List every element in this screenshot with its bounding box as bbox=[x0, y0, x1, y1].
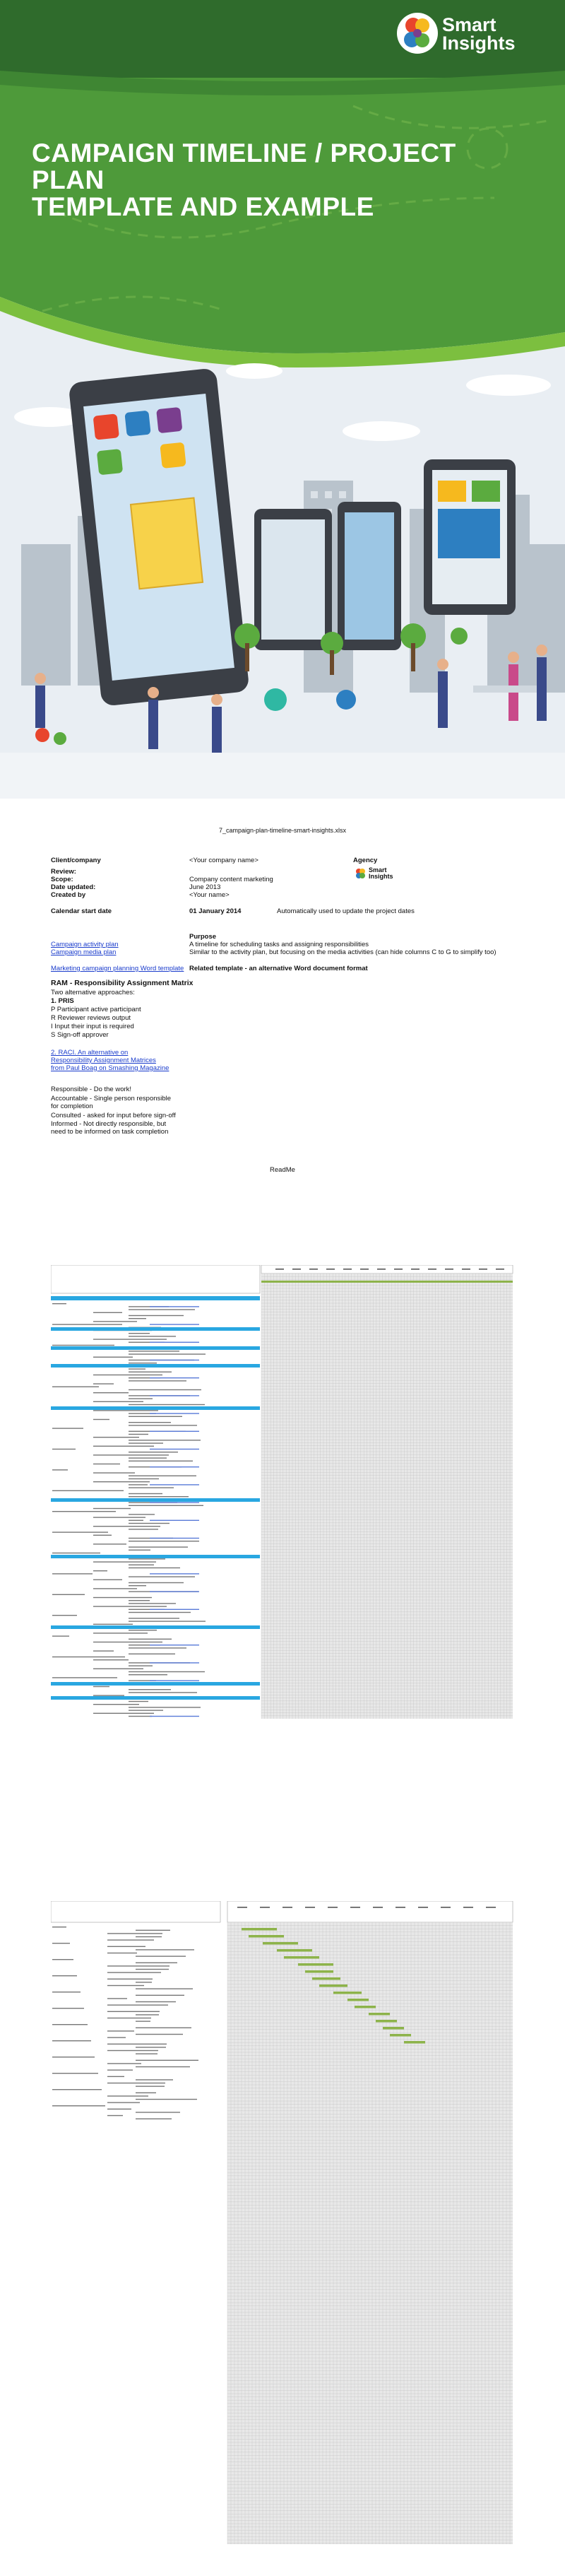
sheet3-text-line bbox=[136, 2099, 197, 2100]
sheet2-text-line bbox=[129, 1582, 184, 1583]
scope-label: Scope: bbox=[51, 876, 73, 883]
sheet3-text-line bbox=[107, 2044, 167, 2045]
sheet3-text-line bbox=[136, 1969, 169, 1970]
sheet2-text-line bbox=[93, 1624, 133, 1625]
sheet2-text-line bbox=[93, 1686, 109, 1687]
sheet2-text-line bbox=[93, 1446, 154, 1447]
activity-plan-grid bbox=[51, 1265, 514, 1943]
sheet3-text-line bbox=[107, 1979, 153, 1980]
sheet2-text-line bbox=[93, 1704, 139, 1705]
sheet3-text-line bbox=[136, 2066, 190, 2067]
sheet3-text-line bbox=[136, 1936, 162, 1937]
sheet2-link-line bbox=[150, 1680, 199, 1681]
readme-sheet bbox=[0, 820, 565, 1216]
campaign-activity-plan-link[interactable]: Campaign activity plan bbox=[51, 941, 119, 948]
sheet2-section-band bbox=[51, 1296, 260, 1300]
sheet3-text-line bbox=[52, 2040, 91, 2041]
sheet2-link-line bbox=[150, 1573, 199, 1574]
ram-pris: 1. PRIS bbox=[51, 997, 74, 1005]
sheet2-text-line bbox=[129, 1603, 176, 1604]
sheet2-text-line bbox=[93, 1713, 154, 1714]
sheet2-text-line bbox=[129, 1639, 172, 1640]
sheet2-week-label bbox=[445, 1269, 453, 1270]
sheet3-gantt-bar bbox=[277, 1949, 312, 1952]
sheet2-text-line bbox=[93, 1383, 114, 1384]
sheet3-header-box bbox=[51, 1901, 220, 1922]
sheet2-link-line bbox=[150, 1342, 199, 1343]
sheet3-text-line bbox=[107, 2109, 131, 2110]
sheet3-text-line bbox=[52, 2089, 102, 2090]
sheet3-week-label bbox=[260, 1907, 270, 1908]
cover-illustration bbox=[0, 332, 565, 799]
agency-brand-line2: Insights bbox=[369, 873, 393, 880]
sheet2-text-line bbox=[93, 1543, 126, 1544]
readme-label: ReadMe bbox=[270, 1166, 295, 1174]
sheet2-text-line bbox=[129, 1576, 195, 1577]
sheet2-text-line bbox=[129, 1416, 182, 1417]
sheet2-week-label bbox=[479, 1269, 487, 1270]
sheet2-text-line bbox=[52, 1635, 69, 1636]
sheet3-text-line bbox=[136, 2060, 198, 2061]
sheet3-week-label bbox=[282, 1907, 292, 1908]
calendar-label: Calendar start date bbox=[51, 907, 112, 915]
sheet3-gantt-bar bbox=[319, 1984, 347, 1987]
sheet2-text-line bbox=[129, 1309, 195, 1310]
ram-r: R Reviewer reviews output bbox=[51, 1014, 131, 1022]
sheet2-text-line bbox=[52, 1345, 114, 1346]
sheet2-section-band bbox=[51, 1625, 260, 1629]
sheet3-text-line bbox=[136, 2053, 157, 2054]
sheet2-text-line bbox=[129, 1353, 206, 1354]
cover-title bbox=[32, 140, 526, 220]
sheet2-text-line bbox=[93, 1481, 150, 1482]
sheet3-week-label bbox=[350, 1907, 360, 1908]
sheet2-text-line bbox=[93, 1410, 158, 1411]
sheet2-section-band bbox=[51, 1364, 260, 1368]
client-label: Client/company bbox=[51, 857, 101, 864]
sheet3-text-line bbox=[107, 1965, 170, 1966]
created-by-label: Created by bbox=[51, 891, 86, 899]
sheet2-text-line bbox=[129, 1692, 197, 1693]
sheet3-gantt-bar bbox=[298, 1963, 333, 1966]
sheet2-text-line bbox=[93, 1570, 107, 1571]
sheet2-week-label bbox=[343, 1269, 352, 1270]
sheet2-text-line bbox=[129, 1505, 203, 1506]
sheet2-text-line bbox=[52, 1490, 124, 1491]
sheet2-text-line bbox=[129, 1612, 191, 1613]
sheet2-week-label bbox=[326, 1269, 335, 1270]
sheet2-text-line bbox=[93, 1454, 169, 1455]
sheet3-text-line bbox=[136, 2118, 172, 2119]
sheet3-text-line bbox=[52, 1959, 73, 1960]
sheet3-week-label bbox=[418, 1907, 428, 1908]
sheet3-text-line bbox=[136, 2014, 159, 2015]
sheet2-text-line bbox=[52, 1303, 66, 1304]
client-value: <Your company name> bbox=[189, 857, 258, 864]
sheet2-week-label bbox=[377, 1269, 386, 1270]
agency-logo-icon bbox=[353, 866, 367, 881]
sheet2-text-line bbox=[93, 1392, 129, 1393]
sheet2-text-line bbox=[52, 1469, 68, 1470]
sheet2-text-line bbox=[93, 1659, 129, 1660]
sheet3-gantt-bar bbox=[249, 1935, 284, 1938]
sheet2-section-band bbox=[51, 1498, 260, 1502]
sheet2-text-line bbox=[129, 1398, 153, 1399]
cover-title-line1: CAMPAIGN TIMELINE / PROJECT PLAN bbox=[32, 139, 456, 194]
sheet2-text-line bbox=[52, 1573, 93, 1574]
sheet3-text-line bbox=[136, 1949, 194, 1950]
sheet3-week-label bbox=[441, 1907, 451, 1908]
sheet2-week-label bbox=[411, 1269, 420, 1270]
sheet2-text-line bbox=[93, 1588, 137, 1589]
sheet2-text-line bbox=[129, 1520, 143, 1521]
sheet2-link-line bbox=[150, 1538, 199, 1539]
sheet3-text-line bbox=[107, 2004, 168, 2005]
word-template-link[interactable]: Marketing campaign planning Word template bbox=[51, 965, 184, 972]
sheet2-header-box bbox=[51, 1265, 260, 1293]
campaign-media-plan-link[interactable]: Campaign media plan bbox=[51, 948, 117, 956]
media-plan-grid bbox=[51, 1901, 514, 2565]
sheet2-text-line bbox=[129, 1318, 146, 1319]
sheet2-week-label bbox=[428, 1269, 436, 1270]
sheet3-week-label bbox=[463, 1907, 473, 1908]
sheet3-gantt-bar bbox=[347, 1999, 369, 2001]
sheet2-text-line bbox=[129, 1674, 167, 1675]
brand-line2: Insights bbox=[442, 33, 516, 54]
sheet2-text-line bbox=[129, 1434, 148, 1435]
sheet3-week-label bbox=[305, 1907, 315, 1908]
sheet3-text-line bbox=[52, 1975, 77, 1976]
sheet3-gantt-bar bbox=[404, 2041, 425, 2044]
sheet2-text-line bbox=[129, 1380, 186, 1381]
sheet3-text-line bbox=[136, 1988, 193, 1989]
sheet2-text-line bbox=[129, 1461, 193, 1462]
ram-i: I Input their input is required bbox=[51, 1023, 134, 1030]
sheet3-gantt-bar bbox=[376, 2020, 397, 2023]
sheet3-text-line bbox=[52, 2073, 98, 2074]
activity-plan-sheet bbox=[51, 1265, 514, 1943]
sheet3-gantt-bar bbox=[242, 1928, 277, 1931]
agency-logo-text bbox=[369, 867, 393, 880]
sheet2-text-line bbox=[129, 1514, 155, 1515]
sheet2-text-line bbox=[129, 1550, 150, 1551]
sheet2-link-line bbox=[150, 1395, 199, 1396]
sheet2-text-line bbox=[129, 1368, 145, 1369]
sheet3-text-line bbox=[136, 1955, 186, 1956]
sheet3-text-line bbox=[107, 2076, 124, 2077]
sheet2-link-line bbox=[150, 1520, 199, 1521]
sheet2-section-band bbox=[51, 1696, 260, 1700]
sheet2-text-line bbox=[93, 1472, 135, 1473]
sheet2-text-line bbox=[129, 1487, 174, 1488]
purpose-activity: A timeline for scheduling tasks and assigning responsibilities bbox=[189, 941, 369, 948]
sheet2-week-label bbox=[394, 1269, 403, 1270]
sheet3-text-line bbox=[107, 2050, 158, 2051]
date-updated-label: Date updated: bbox=[51, 883, 96, 891]
agency-brand-line1: Smart bbox=[369, 866, 387, 874]
sheet3-gantt-bar bbox=[284, 1956, 319, 1959]
sheet2-link-line bbox=[150, 1662, 199, 1663]
sheet2-text-line bbox=[129, 1422, 171, 1423]
sheet2-text-line bbox=[129, 1457, 167, 1458]
sheet2-link-line bbox=[150, 1484, 199, 1485]
sheet2-link-line bbox=[150, 1716, 199, 1717]
sheet3-gantt-bar bbox=[312, 1977, 340, 1980]
sheet2-week-label bbox=[292, 1269, 301, 1270]
sheet3-text-line bbox=[107, 2011, 160, 2012]
cover-page bbox=[0, 0, 565, 799]
sheet3-gantt-bar bbox=[333, 1992, 362, 1994]
sheet3-text-line bbox=[107, 1985, 144, 1986]
sheet2-text-line bbox=[129, 1523, 170, 1524]
purpose-label: Purpose bbox=[189, 933, 217, 941]
sheet3-text-line bbox=[136, 2001, 176, 2002]
sheet3-gantt-bar bbox=[383, 2027, 404, 2030]
sheet3-text-line bbox=[107, 1939, 154, 1940]
sheet2-text-line bbox=[129, 1716, 152, 1717]
sheet2-text-line bbox=[93, 1401, 143, 1402]
created-by-value: <Your name> bbox=[189, 891, 230, 899]
related-template: Related template - an alternative Word document format bbox=[189, 965, 368, 972]
sheet2-text-line bbox=[129, 1558, 165, 1559]
purpose-media: Similar to the activity plan, but focusing on the media activities (can hide columns C to G to simplify too) bbox=[189, 948, 496, 956]
raci-consulted: Consulted - asked for input before sign-off bbox=[51, 1112, 176, 1119]
sheet3-text-line bbox=[52, 2024, 88, 2025]
sheet3-text-line bbox=[107, 2069, 133, 2070]
raci-informed: Informed - Not directly responsible, but need to be informed on task completion bbox=[51, 1120, 169, 1136]
sheet2-text-line bbox=[129, 1484, 148, 1485]
sheet2-text-line bbox=[129, 1442, 163, 1443]
sheet2-section-band bbox=[51, 1327, 260, 1331]
sheet2-text-line bbox=[129, 1333, 150, 1334]
sheet2-week-label bbox=[496, 1269, 504, 1270]
sheet3-week-header bbox=[227, 1901, 513, 1922]
sheet3-text-line bbox=[52, 2105, 105, 2106]
sheet2-link-line bbox=[150, 1609, 199, 1610]
sheet3-week-label bbox=[486, 1907, 496, 1908]
sheet2-link-line bbox=[150, 1377, 199, 1378]
sheet2-text-line bbox=[129, 1585, 146, 1586]
raci-responsible: Responsible - Do the work! bbox=[51, 1086, 132, 1093]
sheet2-week-label bbox=[360, 1269, 369, 1270]
sheet2-text-line bbox=[129, 1647, 186, 1648]
scope-value: Company content marketing bbox=[189, 876, 273, 883]
sheet2-week-label bbox=[309, 1269, 318, 1270]
sheet3-text-line bbox=[136, 1995, 184, 1996]
sheet2-text-line bbox=[93, 1650, 114, 1651]
sheet2-text-line bbox=[129, 1600, 150, 1601]
sheet3-text-line bbox=[136, 2079, 173, 2080]
sheet2-text-line bbox=[93, 1597, 152, 1598]
ram-p: P Participant active participant bbox=[51, 1006, 141, 1013]
sheet3-text-line bbox=[107, 2115, 123, 2116]
ram-subtitle: Two alternative approaches: bbox=[51, 989, 135, 996]
smart-insights-wordmark bbox=[442, 16, 516, 52]
sheet3-text-line bbox=[107, 2063, 141, 2064]
sheet2-section-band bbox=[51, 1406, 260, 1410]
cover-title-line2: TEMPLATE AND EXAMPLE bbox=[32, 192, 374, 221]
sheet2-section-band bbox=[51, 1682, 260, 1686]
sheet2-link-line bbox=[150, 1591, 199, 1592]
sheet2-text-line bbox=[93, 1321, 137, 1322]
sheet3-text-line bbox=[107, 1998, 127, 1999]
sheet2-text-line bbox=[129, 1701, 148, 1702]
date-updated-value: June 2013 bbox=[189, 883, 221, 891]
sheet2-text-line bbox=[93, 1419, 109, 1420]
sheet2-text-line bbox=[129, 1404, 205, 1405]
sheet2-section-band bbox=[51, 1346, 260, 1350]
sheet3-week-label bbox=[237, 1907, 247, 1908]
sheet2-week-label bbox=[275, 1269, 284, 1270]
sheet3-grid-bg bbox=[227, 1922, 513, 2544]
sheet3-week-label bbox=[328, 1907, 338, 1908]
sheet2-text-line bbox=[129, 1665, 153, 1666]
sheet2-text-line bbox=[129, 1389, 201, 1390]
sheet2-text-line bbox=[52, 1677, 117, 1678]
sheet3-text-line bbox=[107, 1946, 145, 1947]
sheet3-week-label bbox=[396, 1907, 405, 1908]
sheet2-text-line bbox=[129, 1493, 162, 1494]
sheet3-gantt-bar bbox=[305, 1970, 333, 1973]
sheet2-week-label bbox=[462, 1269, 470, 1270]
sheet2-link-line bbox=[150, 1466, 199, 1467]
smart-insights-logo-icon bbox=[396, 10, 439, 57]
raci-accountable: Accountable - Single person responsible for completion bbox=[51, 1095, 172, 1110]
sheet2-text-line bbox=[129, 1496, 189, 1497]
sheet3-text-line bbox=[136, 1930, 170, 1931]
sheet2-text-line bbox=[93, 1526, 160, 1527]
agency-label: Agency bbox=[353, 857, 378, 864]
sheet3-week-label bbox=[373, 1907, 383, 1908]
sheet2-text-line bbox=[93, 1312, 122, 1313]
calendar-value[interactable]: 01 January 2014 bbox=[189, 907, 242, 915]
ram-s: S Sign-off approver bbox=[51, 1031, 109, 1039]
brand-line1: Smart bbox=[442, 14, 496, 35]
sheet3-gantt-bar bbox=[355, 2006, 376, 2009]
sheet3-text-line bbox=[107, 2095, 148, 2096]
sheet2-text-line bbox=[52, 1531, 108, 1532]
sheet3-gantt-bar bbox=[263, 1942, 298, 1945]
sheet2-text-line bbox=[52, 1594, 85, 1595]
raci-link[interactable]: 2. RACI. An alternative on Responsibility Assignment Matrices from Paul Boag on Smashing Magazine bbox=[51, 1049, 170, 1072]
sheet2-text-line bbox=[129, 1478, 159, 1479]
sheet3-text-line bbox=[136, 2034, 183, 2035]
sheet2-section-band bbox=[51, 1555, 260, 1558]
sheet2-text-line bbox=[93, 1535, 112, 1536]
sheet2-text-line bbox=[93, 1508, 131, 1509]
review-label: Review: bbox=[51, 868, 76, 876]
sheet2-text-line bbox=[52, 1615, 77, 1616]
sheet2-text-line bbox=[129, 1671, 205, 1672]
sheet3-text-line bbox=[52, 2008, 84, 2009]
sheet2-text-line bbox=[129, 1689, 171, 1690]
sheet2-text-line bbox=[129, 1315, 184, 1316]
sheet2-link-line bbox=[150, 1306, 199, 1307]
sheet2-text-line bbox=[93, 1357, 133, 1358]
smart-insights-logo bbox=[396, 10, 544, 59]
ram-title: RAM - Responsibility Assignment Matrix bbox=[51, 979, 194, 987]
sheet3-text-line bbox=[107, 1933, 162, 1934]
sheet3-text-line bbox=[107, 2030, 134, 2031]
sheet2-gantt-bar bbox=[261, 1281, 513, 1283]
sheet2-text-line bbox=[129, 1546, 188, 1547]
sheet2-text-line bbox=[93, 1561, 156, 1562]
media-plan-sheet bbox=[51, 1901, 514, 2565]
sheet3-gantt-bar bbox=[369, 2013, 390, 2016]
sheet2-text-line bbox=[52, 1511, 116, 1512]
file-name: 7_campaign-plan-timeline-smart-insights.xlsx bbox=[218, 827, 347, 834]
calendar-note: Automatically used to update the project dates bbox=[277, 907, 415, 915]
sheet2-link-line bbox=[150, 1431, 199, 1432]
sheet3-gantt-bar bbox=[390, 2034, 411, 2037]
